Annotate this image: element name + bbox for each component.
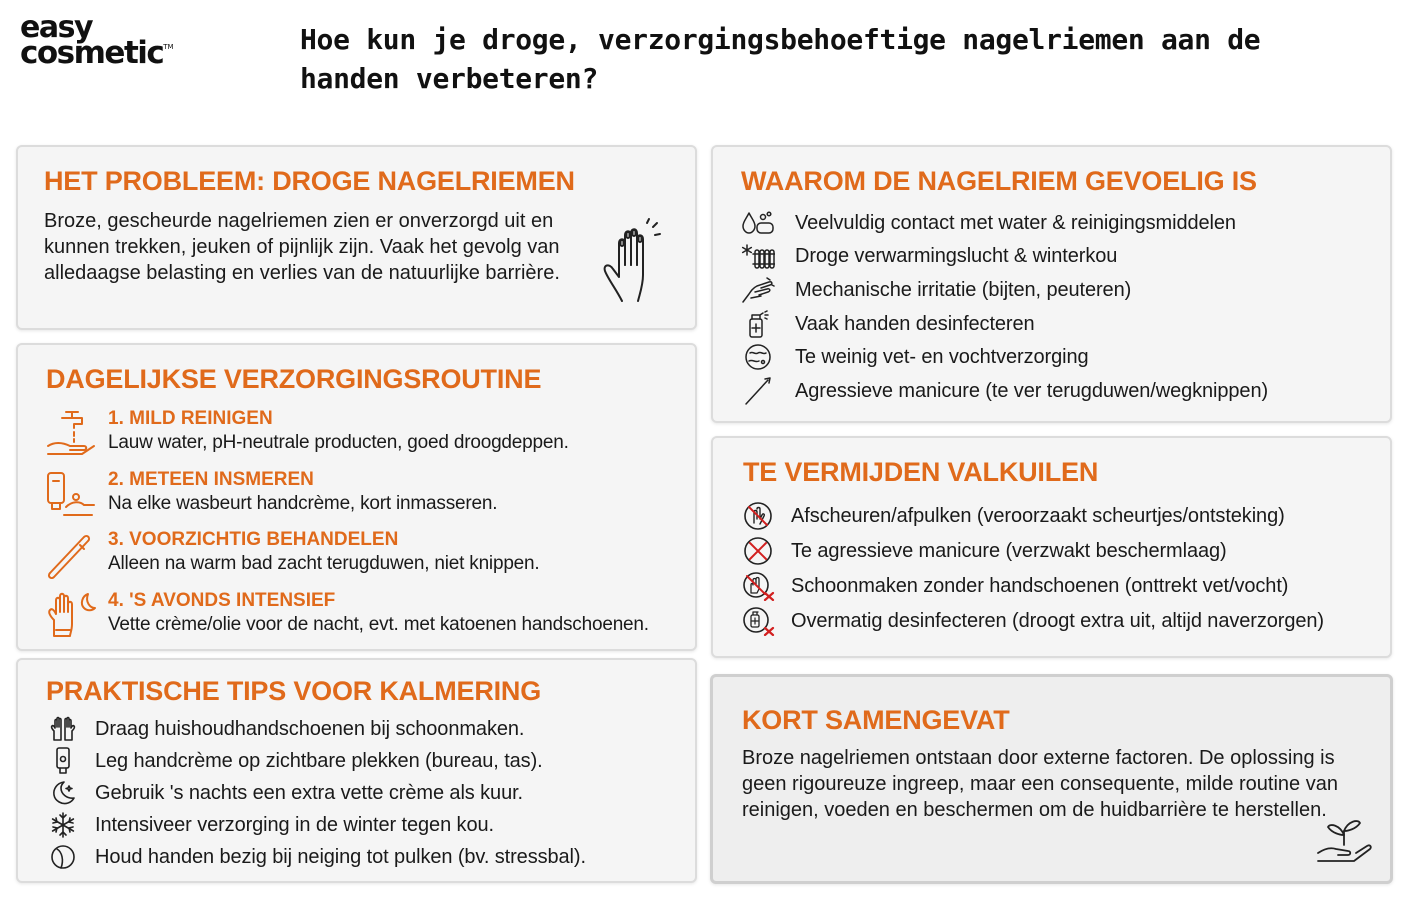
why-item — [741, 310, 1035, 338]
pitfall-text: Schoonmaken zonder handschoenen (onttrekt vet/vocht) — [791, 574, 1289, 597]
tip-item — [46, 747, 543, 775]
tip-text: Houd handen bezig bij neiging tot pulken (bv. stressbal). — [95, 845, 586, 868]
spray-bottle-icon — [741, 310, 775, 338]
radiator-snow-icon — [741, 242, 775, 270]
why-text: Te weinig vet- en vochtverzorging — [795, 345, 1089, 368]
brand-logo — [20, 10, 180, 71]
problem-text: Broze, gescheurde nagelriemen zien er onverzorgd uit en kunnen trekken, jeuken of pijnlijk zijn. Vaak het gevolg van alledaagse belasting en verlies van de natuurlijke barrière. — [44, 210, 560, 284]
routine-heading: DAGELIJKSE VERZORGINGSROUTINE — [46, 364, 542, 394]
step-description: Na elke wasbeurt handcrème, kort inmasseren. — [108, 493, 498, 514]
why-item — [741, 343, 1089, 371]
page-title: Hoe kun je droge, verzorgingsbehoeftige nagelriemen aan de handen verbeteren? — [300, 23, 1261, 95]
tips-heading: PRAKTISCHE TIPS VOOR KALMERING — [46, 676, 542, 706]
no-peeling-icon — [741, 502, 775, 530]
tip-item — [46, 715, 524, 743]
summary-text: Broze nagelriemen ontstaan door externe factoren. De oplossing is geen rigoureuze ingreep, maar een consequente, milde routine van reinigen, voeden en beschermen om de huidbarrière te herstellen. — [742, 747, 1338, 821]
tips-card — [16, 658, 697, 883]
skin-circle-icon — [741, 343, 775, 371]
why-text: Agressieve manicure (te ver terugduwen/wegknippen) — [795, 379, 1269, 402]
step-description: Vette crème/olie voor de nacht, evt. met katoenen handschoenen. — [108, 614, 649, 635]
step-title: 2. METEEN INSMEREN — [108, 469, 314, 490]
water-soap-icon — [741, 209, 775, 237]
pitfall-text: Afscheuren/afpulken (veroorzaakt scheurtjes/ontsteking) — [791, 504, 1285, 527]
step-description: Alleen na warm bad zacht terugduwen, niet knippen. — [108, 553, 540, 574]
no-disinfect-icon — [741, 607, 775, 635]
step-title: 3. VOORZICHTIG BEHANDELEN — [108, 529, 399, 550]
problem-heading: HET PROBLEEM: DROGE NAGELRIEMEN — [44, 166, 575, 196]
pitfalls-card — [711, 436, 1392, 658]
ball-icon — [46, 843, 80, 871]
step-description: Lauw water, pH-neutrale producten, goed droogdeppen. — [108, 432, 569, 453]
tip-text: Gebruik 's nachts een extra vette crème als kuur. — [95, 781, 524, 804]
tip-text: Draag huishoudhandschoenen bij schoonmaken. — [95, 717, 525, 740]
picking-hand-icon — [741, 276, 775, 304]
why-text: Vaak handen desinfecteren — [795, 312, 1035, 335]
brand-tm: TM — [163, 42, 174, 51]
snowflake-icon — [46, 811, 80, 839]
pitfall-item — [741, 537, 1227, 565]
brand-line-1: easy — [20, 10, 93, 45]
summary-card — [710, 674, 1393, 884]
cuticle-stick-icon — [44, 529, 98, 579]
faucet-hand-icon — [44, 408, 98, 458]
step-title: 4. 'S AVONDS INTENSIEF — [108, 590, 336, 611]
why-text: Droge verwarmingslucht & winterkou — [795, 244, 1118, 267]
why-item — [741, 377, 1268, 405]
tip-text: Leg handcrème op zichtbare plekken (bureau, tas). — [95, 749, 543, 772]
pitfall-item — [741, 572, 1288, 600]
tip-item — [46, 843, 586, 871]
tip-text: Intensiveer verzorging in de winter tegen kou. — [95, 813, 494, 836]
summary-heading: KORT SAMENGEVAT — [742, 705, 1010, 735]
hand-icon — [600, 217, 670, 307]
tip-item — [46, 779, 523, 807]
routine-card — [16, 343, 697, 651]
gloves-icon — [46, 715, 80, 743]
brand-wordmark: cosmetic — [20, 34, 164, 71]
pitfall-item — [741, 607, 1324, 635]
pitfalls-heading: TE VERMIJDEN VALKUILEN — [743, 457, 1099, 487]
routine-step — [44, 529, 684, 581]
glove-moon-icon — [44, 590, 98, 640]
routine-step — [44, 590, 694, 642]
tube-icon — [46, 747, 80, 775]
why-heading: WAAROM DE NAGELRIEM GEVOELIG IS — [741, 166, 1257, 196]
pitfall-text: Te agressieve manicure (verzwakt beschermlaag) — [791, 539, 1227, 562]
step-title: 1. MILD REINIGEN — [108, 408, 273, 429]
hand-plant-icon — [1314, 815, 1374, 867]
why-text: Mechanische irritatie (bijten, peuteren) — [795, 278, 1132, 301]
pitfall-text: Overmatig desinfecteren (droogt extra uit, altijd naverzorgen) — [791, 609, 1324, 632]
tip-item — [46, 811, 494, 839]
why-item — [741, 242, 1117, 270]
no-gloves-icon — [741, 572, 775, 600]
why-card — [711, 145, 1392, 423]
routine-step — [44, 469, 684, 521]
cream-tube-icon — [44, 469, 98, 519]
cuticle-pusher-icon — [741, 377, 775, 405]
moon-icon — [46, 779, 80, 807]
why-item — [741, 276, 1131, 304]
problem-card — [16, 145, 697, 330]
brand-line-2 — [20, 34, 180, 71]
no-scissors-icon — [741, 537, 775, 565]
why-item — [741, 209, 1236, 237]
routine-step — [44, 408, 684, 460]
pitfall-item — [741, 502, 1285, 530]
why-text: Veelvuldig contact met water & reinigingsmiddelen — [795, 211, 1236, 234]
